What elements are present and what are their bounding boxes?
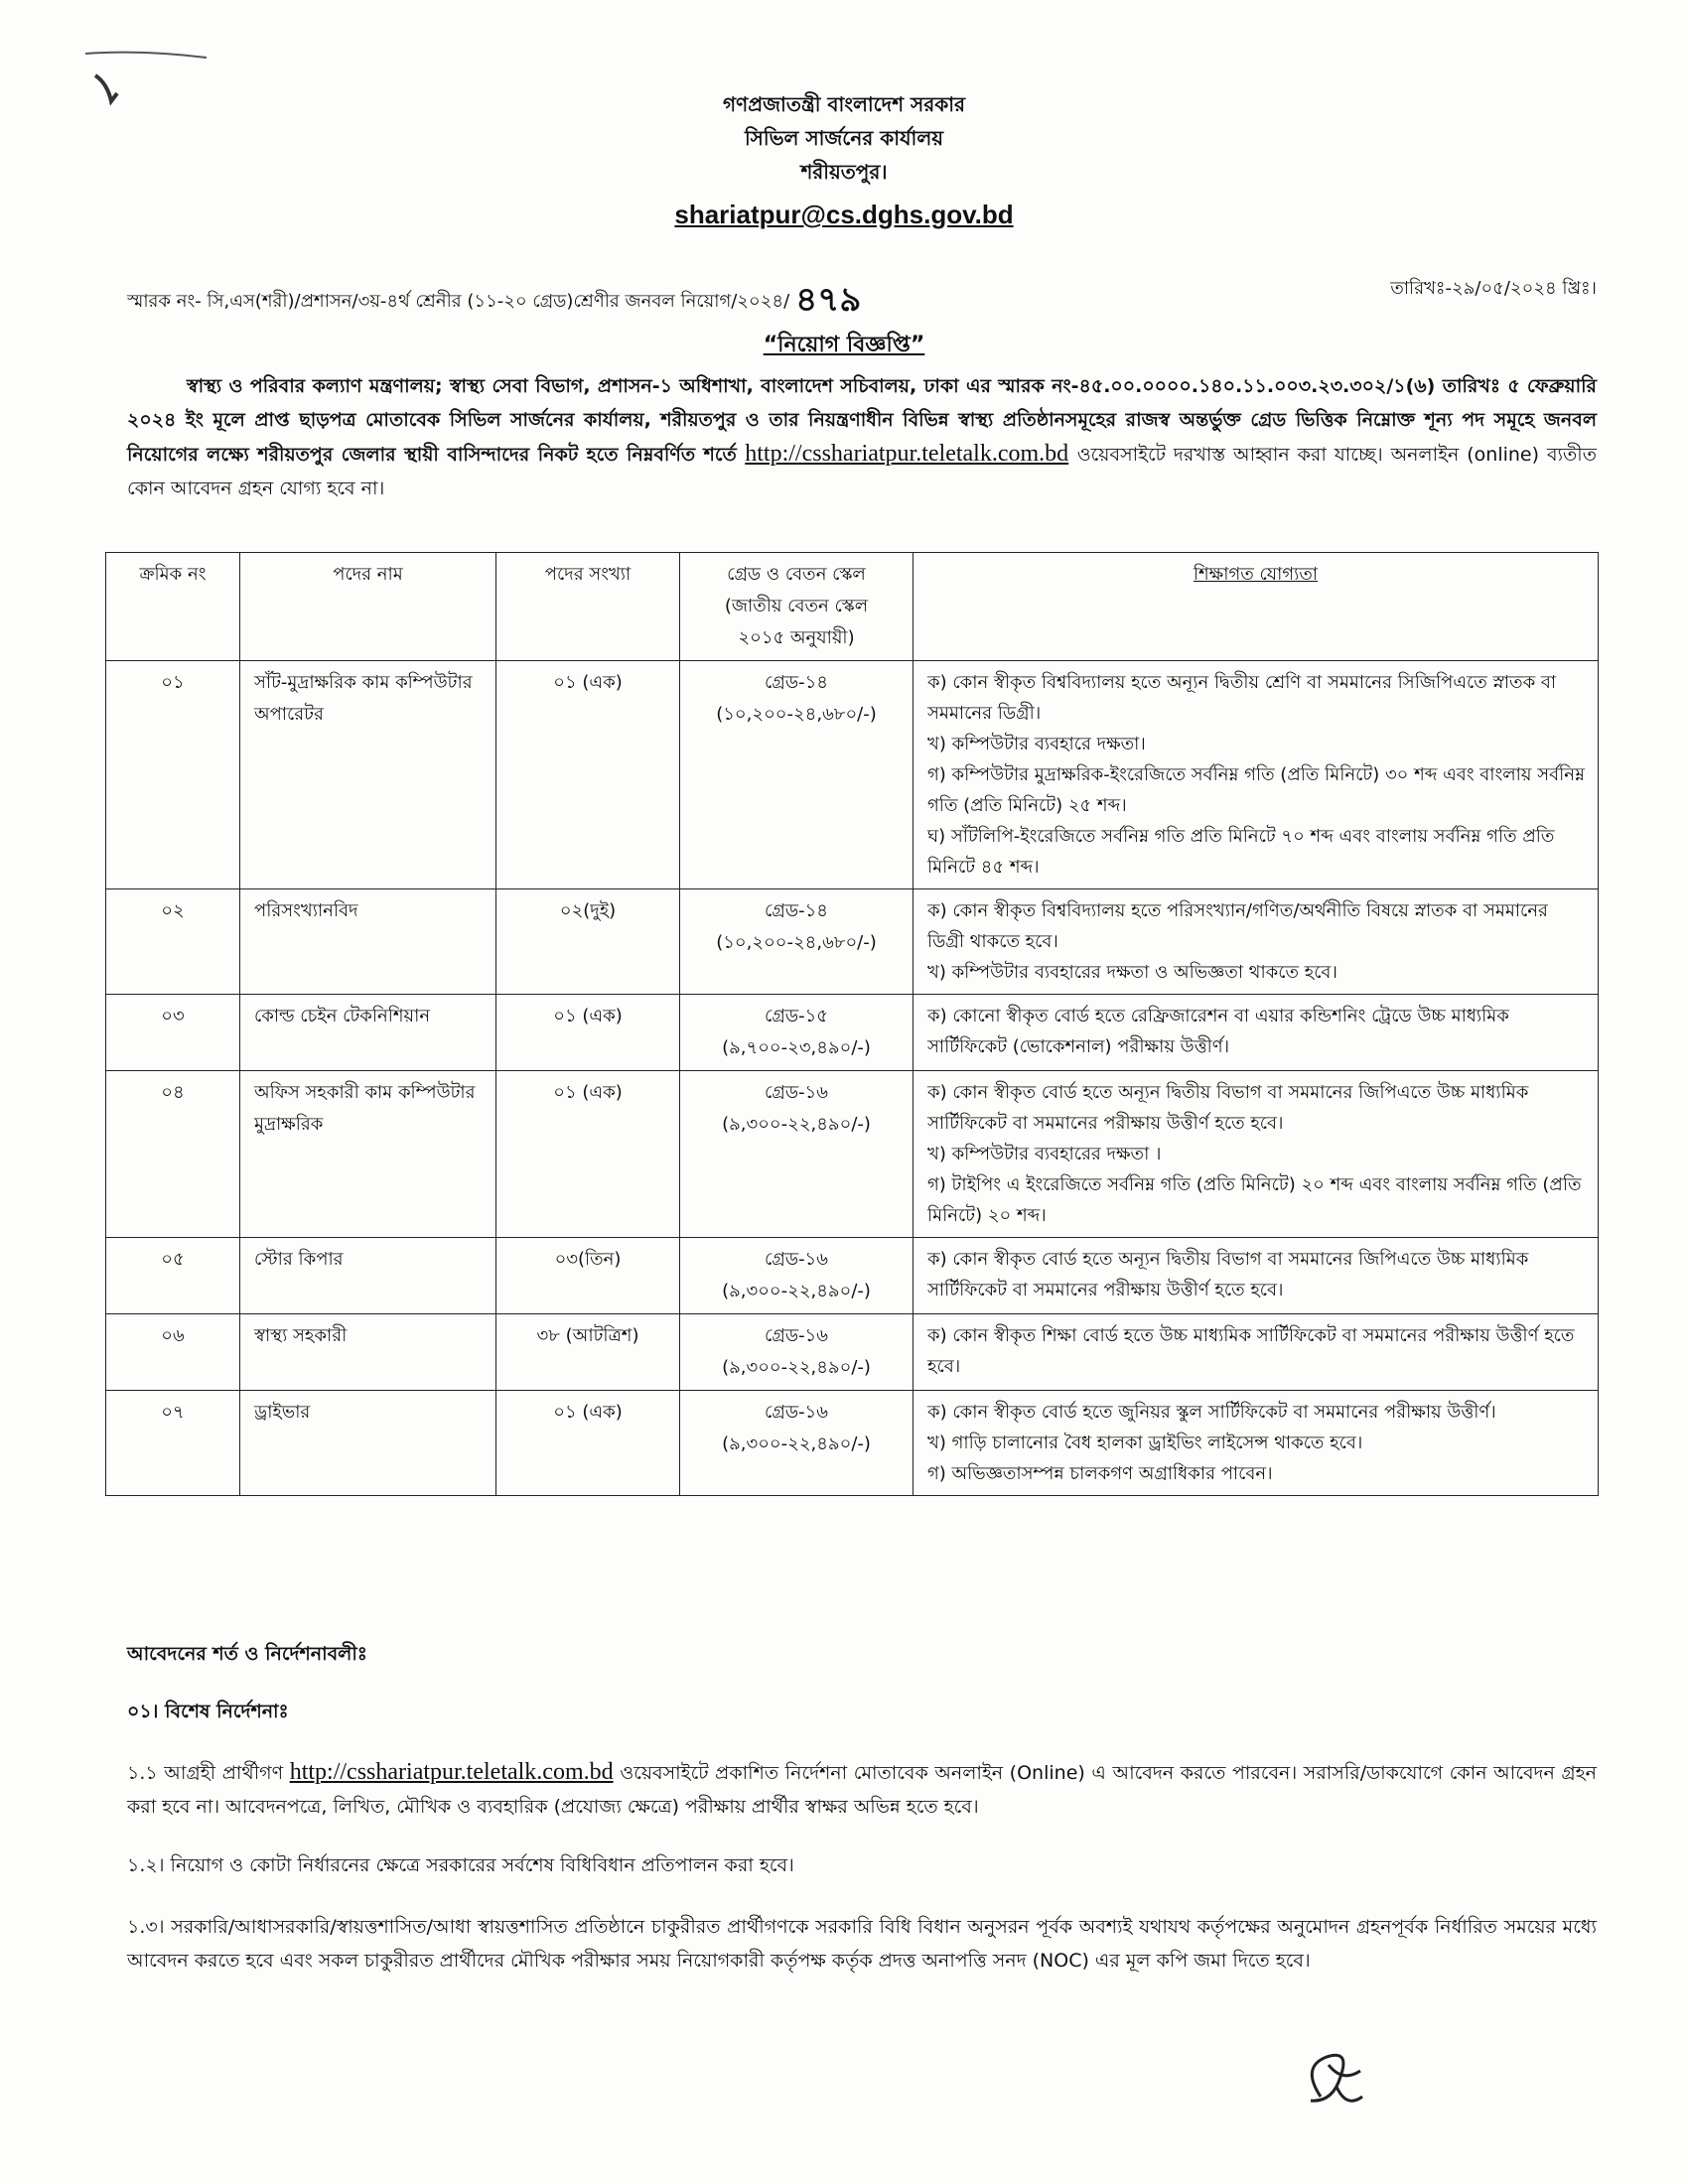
condition-1-1-end: ওয়েবসাইটে প্রকাশিত নির্দেশনা মোতাবেক অনলাইন (Online) এ আবেদন করতে পারবেন। সরাসরি/ডাকযোগে কোন আবেদন গ্রহন করা হবে না। আবেদনপত্রে, লিখিত, মৌখিক ও ব্যবহারিক (প্রযোজ্য ক্ষেত্রে) পরীক্ষায় প্রার্থীর স্বাক্ষর অভিন্ন হতে হবে। [127, 1762, 1598, 1818]
condition-1-1-link[interactable]: http://csshariatpur.teletalk.com.bd [289, 1759, 614, 1785]
condition-1-1-start: ১.১ আগ্রহী প্রার্থীগণ [127, 1762, 284, 1784]
memo-text: স্মারক নং- সি,এস(শরী)/প্রশাসন/৩য়-৪র্থ শ্রেনীর (১১-২০ গ্রেড)শ্রেণীর জনবল নিয়োগ/২০২৪/ [127, 291, 790, 312]
conditions-heading [127, 1640, 1597, 1672]
cell-post-count: ৩৮ (আটত্রিশ) [496, 1314, 680, 1391]
cell-qualification [914, 1238, 1599, 1314]
cell-post-name: অফিস সহকারী কাম কম্পিউটার মুদ্রাক্ষরিক [240, 1071, 496, 1238]
cell-serial: ০৭ [106, 1391, 240, 1496]
cell-serial: ০১ [106, 661, 240, 889]
header-grade-line2: (জাতীয় বেতন স্কেল [724, 596, 869, 616]
cell-serial: ০৬ [106, 1314, 240, 1391]
cell-qualification [914, 661, 1599, 889]
office-name: সিভিল সার্জনের কার্যালয় [744, 126, 944, 150]
qualification-item: ক) কোনো স্বীকৃত বোর্ড হতে রেফ্রিজারেশন বা এয়ার কন্ডিশনিং ট্রেডে উচ্চ মাধ্যমিক সার্টিফিকেট (ভোকেশনাল) পরীক্ষায় উত্তীর্ণ। [927, 1006, 1509, 1057]
qualification-item: ঘ) সাঁটলিপি-ইংরেজিতে সর্বনিম্ন গতি প্রতি মিনিটে ৭০ শব্দ এবং বাংলায় সর্বনিম্ন গতি প্রতি মিনিটে ৪৫ শব্দ। [927, 826, 1555, 878]
signature-icon [1281, 2027, 1390, 2126]
qualification-item: ক) কোন স্বীকৃত বিশ্ববিদ্যালয় হতে পরিসংখ্যান/গণিত/অর্থনীতি বিষয়ে স্নাতক বা সমমানের ডিগ্রী থাকতে হবে। [927, 900, 1548, 952]
pay-scale: (১০,২০০-২৪,৬৮০/-) [716, 704, 877, 725]
government-name: গণপ্রজাতন্ত্রী বাংলাদেশ সরকার [723, 92, 965, 116]
table-row [106, 1391, 1599, 1496]
header-qualification-text: শিক্ষাগত যোগ্যতা [1193, 564, 1319, 585]
grade-label: গ্রেড-১৪ [765, 900, 828, 921]
cell-post-name: সাঁট-মুদ্রাক্ষরিক কাম কম্পিউটার অপারেটর [240, 661, 496, 889]
cell-serial: ০৫ [106, 1238, 240, 1314]
cell-qualification [914, 1314, 1599, 1391]
table-row [106, 1314, 1599, 1391]
cell-post-name: স্টোর কিপার [240, 1238, 496, 1314]
memo-reference [127, 274, 861, 331]
letterhead [0, 87, 1688, 232]
table-row [106, 1238, 1599, 1314]
conditions-heading-text: আবেদনের শর্ত ও নির্দেশনাবলীঃ [127, 1643, 367, 1665]
qualification-item: ক) কোন স্বীকৃত বোর্ড হতে জুনিয়র স্কুল সার্টিফিকেট বা সমমানের পরীক্ষায় উত্তীর্ণ। [927, 1402, 1496, 1423]
qualification-item: খ) গাড়ি চালানোর বৈধ হালকা ড্রাইভিং লাইসেন্স থাকতে হবে। [927, 1433, 1363, 1453]
header-grade-line1: গ্রেড ও বেতন স্কেল [727, 564, 866, 585]
pay-scale: (৯,৩০০-২২,৪৯০/-) [722, 1281, 871, 1301]
cell-serial: ০৩ [106, 995, 240, 1071]
cell-qualification [914, 1071, 1599, 1238]
cell-post-name: পরিসংখ্যানবিদ [240, 889, 496, 995]
pay-scale: (১০,২০০-২৪,৬৮০/-) [716, 932, 877, 953]
cell-post-count: ০১ (এক) [496, 1391, 680, 1496]
grade-label: গ্রেড-১৬ [765, 1402, 828, 1423]
grade-label: গ্রেড-১৬ [765, 1249, 828, 1270]
cell-serial: ০৪ [106, 1071, 240, 1238]
cell-grade [680, 661, 914, 889]
cell-qualification [914, 889, 1599, 995]
qualification-item: খ) কম্পিউটার ব্যবহারের দক্ষতা ও অভিজ্ঞতা থাকতে হবে। [927, 962, 1337, 983]
qualification-item: খ) কম্পিউটার ব্যবহারে দক্ষতা। [927, 734, 1146, 754]
grade-label: গ্রেড-১৪ [765, 672, 828, 693]
qualification-item: ক) কোন স্বীকৃত বোর্ড হতে অন্যূন দ্বিতীয় বিভাগ বা সমমানের জিপিএতে উচ্চ মাধ্যমিক সার্টিফিকেট বা সমমানের পরীক্ষায় উত্তীর্ণ হতে হবে। [927, 1249, 1529, 1300]
notice-title-text: “নিয়োগ বিজ্ঞপ্তি” [763, 333, 925, 357]
cell-post-count: ০১ (এক) [496, 661, 680, 889]
grade-label: গ্রেড-১৫ [765, 1006, 828, 1026]
office-email[interactable]: shariatpur@cs.dghs.gov.bd [674, 200, 1014, 229]
table-body [106, 661, 1599, 1496]
qualification-item: গ) কম্পিউটার মুদ্রাক্ষরিক-ইংরেজিতে সর্বনিম্ন গতি (প্রতি মিনিটে) ৩০ শব্দ এবং বাংলায় সর্বনিম্ন গতি (প্রতি মিনিটে) ২৫ শব্দ। [927, 764, 1585, 816]
pay-scale: (৯,৩০০-২২,৪৯০/-) [722, 1433, 871, 1454]
cell-qualification [914, 1391, 1599, 1496]
memo-date: তারিখঃ-২৯/০৫/২০২৪ খ্রিঃ। [1390, 278, 1597, 299]
intro-text: স্বাস্থ্য ও পরিবার কল্যাণ মন্ত্রণালয়; স্বাস্থ্য সেবা বিভাগ, প্রশাসন-১ অধিশাখা, বাংলাদেশ সচিবালয়, ঢাকা এর স্মারক নং-৪৫.০০.০০০০.১৪০.১১.০০৩.২৩.৩০২/১(৬) তারিখঃ ৫ ফেব্রুয়ারি ২০২৪ ইং মূলে প্রাপ্ত ছাড়পত্র মোতাবেক সিভিল সার্জনের কার্যালয়, শরীয়তপুর ও তার নিয়ন্ত্রণাধীন বিভিন্ন স্বাস্থ্য প্রতিষ্ঠানসমূহের রাজস্ব অন্তর্ভুক্ত গ্রেড ভিত্তিক নিম্নোক্ত শূন্য পদ সমূহে জনবল নিয়োগের লক্ষ্যে শরীয়তপুর জেলার স্থায়ী বাসিন্দাদের নিকট হতে নিম্নবর্ণিত শর্তে [127, 375, 1597, 466]
intro-paragraph [127, 369, 1597, 505]
cell-grade [680, 889, 914, 995]
pay-scale: (৯,৩০০-২২,৪৯০/-) [722, 1357, 871, 1378]
cell-serial: ০২ [106, 889, 240, 995]
cell-grade [680, 1391, 914, 1496]
pay-scale: (৯,৭০০-২৩,৪৯০/-) [722, 1037, 871, 1058]
table-row [106, 661, 1599, 889]
cell-grade [680, 1071, 914, 1238]
header-qualification [914, 553, 1599, 661]
header-grade-line3: ২০১৫ অনুযায়ী) [738, 627, 855, 648]
condition-1-1 [127, 1755, 1597, 1824]
district-name: শরীয়তপুর। [800, 160, 888, 184]
pay-scale: (৯,৩০০-২২,৪৯০/-) [722, 1114, 871, 1135]
condition-1-2: ১.২। নিয়োগ ও কোটা নির্ধারনের ক্ষেত্রে সরকারের সর্বশেষ বিধিবিধান প্রতিপালন করা হবে। [127, 1854, 794, 1876]
cell-post-name: স্বাস্থ্য সহকারী [240, 1314, 496, 1391]
cell-grade [680, 1314, 914, 1391]
special-instructions-heading [127, 1698, 1597, 1729]
table-row [106, 995, 1599, 1071]
qualification-item: খ) কম্পিউটার ব্যবহারের দক্ষতা । [927, 1144, 1162, 1164]
grade-label: গ্রেড-১৬ [765, 1325, 828, 1346]
table-row [106, 1071, 1599, 1238]
cell-post-name: ড্রাইভার [240, 1391, 496, 1496]
notice-title [0, 328, 1688, 364]
cell-post-count: ০১ (এক) [496, 1071, 680, 1238]
cell-post-count: ০৩(তিন) [496, 1238, 680, 1314]
qualification-item: গ) অভিজ্ঞতাসম্পন্ন চালকগণ অগ্রাধিকার পাবেন। [927, 1463, 1273, 1484]
qualification-item: গ) টাইপিং এ ইংরেজিতে সর্বনিম্ন গতি (প্রতি মিনিটে) ২০ শব্দ এবং বাংলায় সর্বনিম্ন গতি (প্রতি মিনিটে) ২০ শব্দ। [927, 1174, 1582, 1226]
header-serial: ক্রমিক নং [106, 553, 240, 661]
cell-post-name: কোল্ড চেইন টেকনিশিয়ান [240, 995, 496, 1071]
header-grade [680, 553, 914, 661]
qualification-item: ক) কোন স্বীকৃত বোর্ড হতে অন্যূন দ্বিতীয় বিভাগ বা সমমানের জিপিএতে উচ্চ মাধ্যমিক সার্টিফিকেট বা সমমানের পরীক্ষায় উত্তীর্ণ হতে হবে। [927, 1082, 1529, 1134]
cell-post-count: ০১ (এক) [496, 995, 680, 1071]
cell-post-count: ০২(দুই) [496, 889, 680, 995]
qualification-item: ক) কোন স্বীকৃত বিশ্ববিদ্যালয় হতে অন্যূন দ্বিতীয় শ্রেণি বা সমমানের সিজিপিএতে স্নাতক বা সমমানের ডিগ্রী। [927, 672, 1557, 724]
grade-label: গ্রেড-১৬ [765, 1082, 828, 1103]
memo-number: ৪৭৯ [795, 280, 862, 320]
cell-qualification [914, 995, 1599, 1071]
table-header-row [106, 553, 1599, 661]
special-instructions-text: ০১। বিশেষ নির্দেশনাঃ [127, 1701, 289, 1722]
vacancy-table [105, 552, 1599, 1496]
intro-website-link[interactable]: http://csshariatpur.teletalk.com.bd [745, 441, 1069, 467]
header-post-name: পদের নাম [240, 553, 496, 661]
intro-tail: ওয়েবসাইটে দরখাস্ত আহ্বান করা যাচ্ছে। অনলাইন (online) ব্যতীত কোন আবেদন গ্রহন যোগ্য হবে না। [127, 444, 1597, 499]
table-row [106, 889, 1599, 995]
cell-grade [680, 995, 914, 1071]
qualification-item: ক) কোন স্বীকৃত শিক্ষা বোর্ড হতে উচ্চ মাধ্যমিক সার্টিফিকেট বা সমমানের পরীক্ষায় উত্তীর্ণ হতে হবে। [927, 1325, 1575, 1377]
cell-grade [680, 1238, 914, 1314]
condition-1-3: ১.৩। সরকারি/আধাসরকারি/স্বায়ত্তশাসিত/আধা স্বায়ত্তশাসিত প্রতিষ্ঠানে চাকুরীরত প্রার্থীগণকে সরকারি বিধি বিধান অনুসরন পূর্বক অবশ্যই যথাযথ কর্তৃপক্ষের অনুমোদন গ্রহনপূর্বক নির্ধারিত সময়ের মধ্যে আবেদন করতে হবে এবং সকল চাকুরীরত প্রার্থীদের মৌখিক পরীক্ষার সময় নিয়োগকারী কর্তৃপক্ষ কর্তৃক প্রদত্ত অনাপত্তি সনদ (NOC) এর মূল কপি জমা দিতে হবে। [127, 1916, 1597, 1972]
header-post-count: পদের সংখ্যা [496, 553, 680, 661]
memo-row [127, 266, 1597, 320]
